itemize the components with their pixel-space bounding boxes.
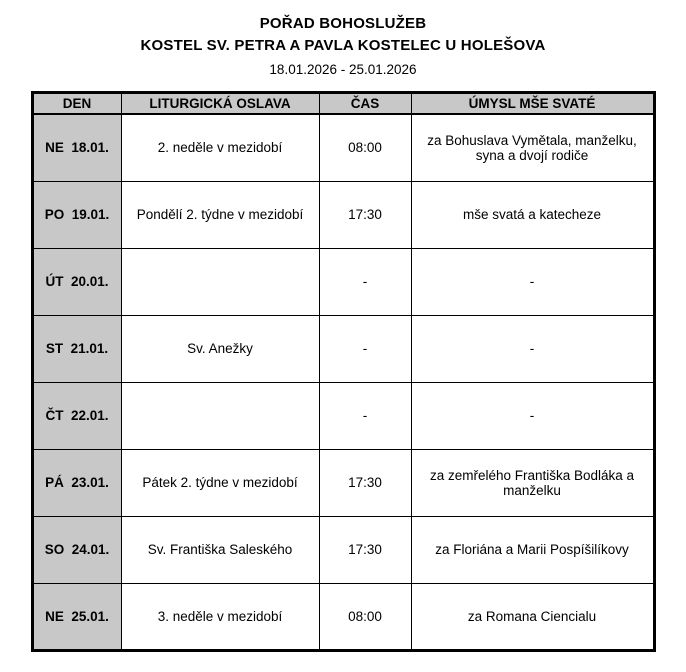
header-row	[32, 92, 654, 114]
intention-cell: mše svatá a katecheze	[411, 181, 654, 248]
table-row	[32, 248, 654, 315]
day-cell: NE 25.01.	[32, 583, 121, 650]
schedule-table	[31, 91, 656, 652]
time-cell: -	[319, 382, 411, 449]
intention-cell: za Bohuslava Vymětala, manželku, syna a dvojí rodiče	[411, 114, 654, 181]
intention-cell: -	[411, 248, 654, 315]
celebration-cell: Pátek 2. týdne v mezidobí	[121, 449, 319, 516]
celebration-cell: Sv. Františka Saleského	[121, 516, 319, 583]
intention-cell: -	[411, 315, 654, 382]
time-cell: -	[319, 248, 411, 315]
column-header-den: DEN	[32, 92, 121, 114]
day-cell: SO 24.01.	[32, 516, 121, 583]
day-cell: PÁ 23.01.	[32, 449, 121, 516]
celebration-cell: Pondělí 2. týdne v mezidobí	[121, 181, 319, 248]
celebration-cell: Sv. Anežky	[121, 315, 319, 382]
celebration-cell: 2. neděle v mezidobí	[121, 114, 319, 181]
day-cell: PO 19.01.	[32, 181, 121, 248]
intention-cell: za zemřelého Františka Bodláka a manželku	[411, 449, 654, 516]
table-row	[32, 114, 654, 181]
day-cell: ČT 22.01.	[32, 382, 121, 449]
celebration-cell	[121, 248, 319, 315]
document-header	[0, 14, 686, 79]
time-cell: 17:30	[319, 516, 411, 583]
table-row	[32, 382, 654, 449]
table-row	[32, 315, 654, 382]
intention-cell: za Romana Ciencialu	[411, 583, 654, 650]
celebration-cell	[121, 382, 319, 449]
table-row	[32, 516, 654, 583]
column-header-oslava: LITURGICKÁ OSLAVA	[121, 92, 319, 114]
table-row	[32, 181, 654, 248]
column-header-umysl: ÚMYSL MŠE SVATÉ	[411, 92, 654, 114]
table-row	[32, 583, 654, 650]
intention-cell: za Floriána a Marii Pospíšilíkovy	[411, 516, 654, 583]
document-title: POŘAD BOHOSLUŽEB	[259, 15, 427, 32]
table-row	[32, 449, 654, 516]
celebration-cell: 3. neděle v mezidobí	[121, 583, 319, 650]
time-cell: 08:00	[319, 583, 411, 650]
schedule-table-header	[32, 92, 654, 114]
day-cell: NE 18.01.	[32, 114, 121, 181]
time-cell: 17:30	[319, 181, 411, 248]
time-cell: -	[319, 315, 411, 382]
schedule-table-body	[32, 114, 654, 650]
day-cell: ST 21.01.	[32, 315, 121, 382]
column-header-cas: ČAS	[319, 92, 411, 114]
date-range: 18.01.2026 - 25.01.2026	[269, 61, 417, 77]
church-name: KOSTEL SV. PETRA A PAVLA KOSTELEC U HOLEŠOVA	[140, 37, 546, 55]
day-cell: ÚT 20.01.	[32, 248, 121, 315]
time-cell: 08:00	[319, 114, 411, 181]
intention-cell: -	[411, 382, 654, 449]
time-cell: 17:30	[319, 449, 411, 516]
